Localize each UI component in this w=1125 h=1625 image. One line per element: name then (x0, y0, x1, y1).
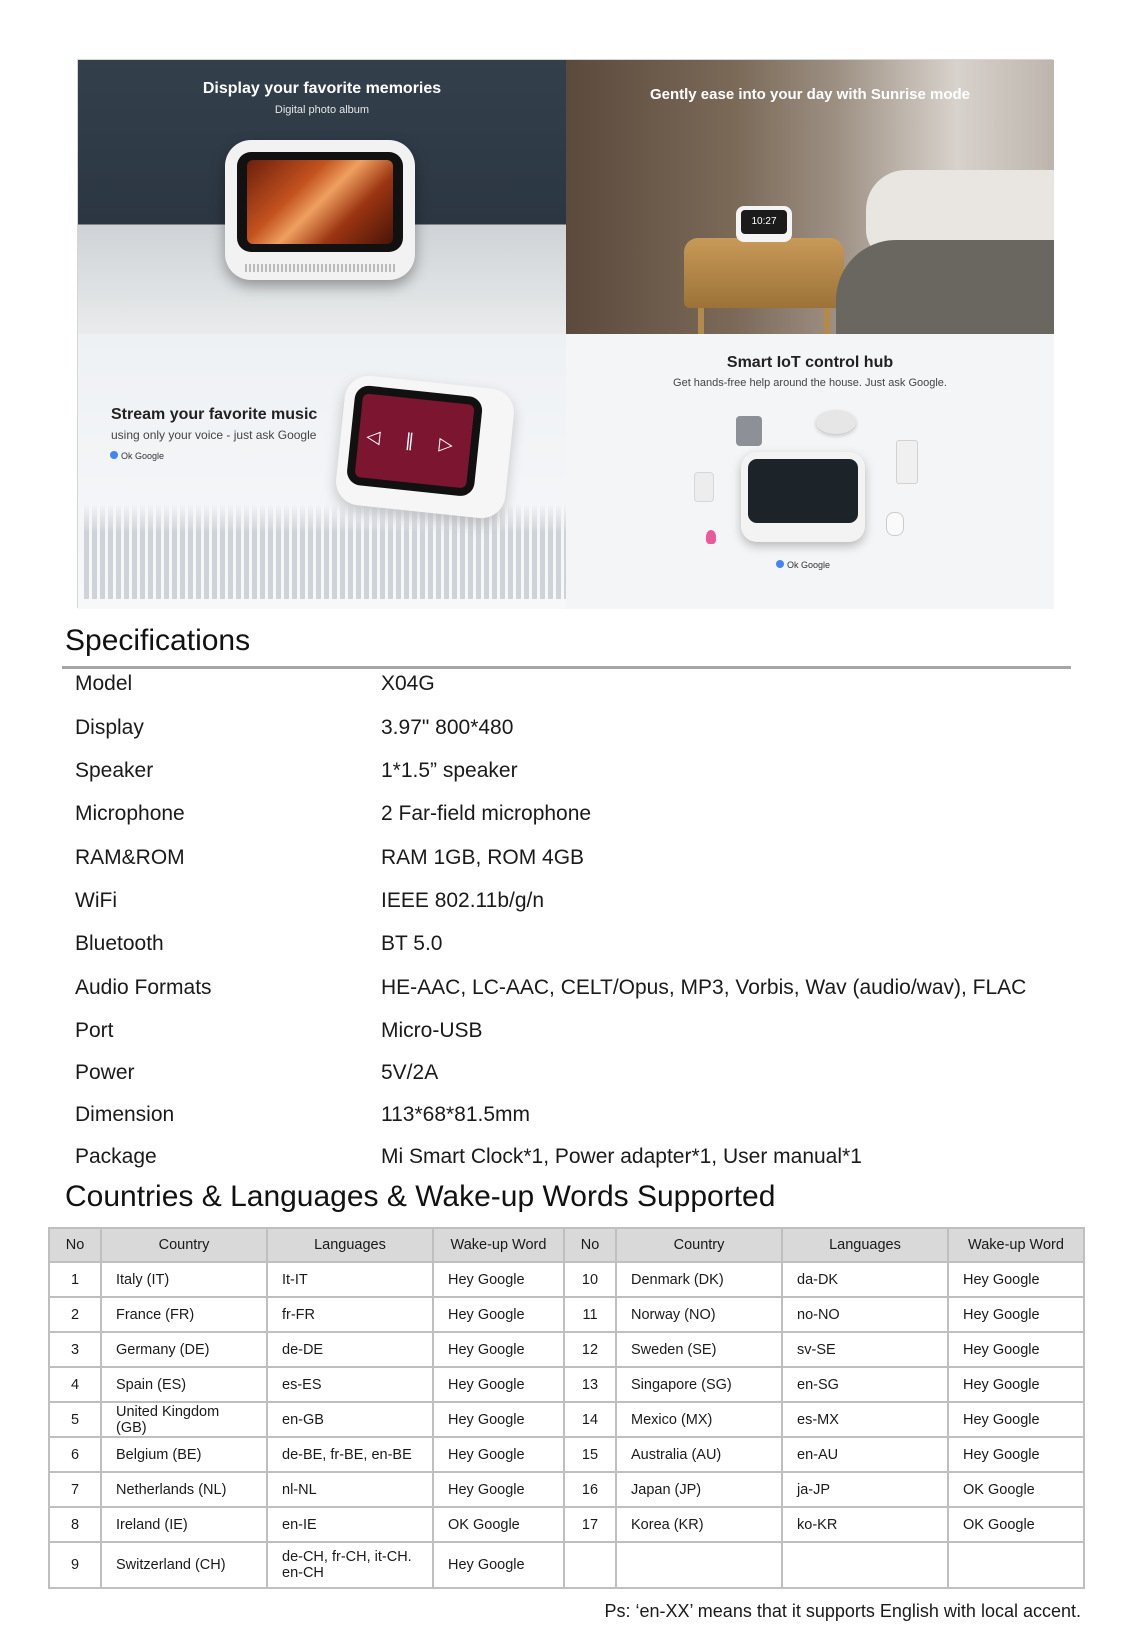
table-row (49, 1332, 1084, 1367)
spec-label: Power (75, 1061, 135, 1084)
table-cell: 9 (49, 1542, 101, 1588)
table-cell: 14 (564, 1402, 616, 1437)
table-cell: da-DK (782, 1262, 948, 1297)
spec-row (75, 932, 1075, 972)
table-cell: 3 (49, 1332, 101, 1367)
table-cell: en-IE (267, 1507, 433, 1542)
bed-blanket (836, 240, 1054, 334)
table-cell: Mexico (MX) (616, 1402, 782, 1437)
table-cell: de-CH, fr-CH, it-CH. en-CH (267, 1542, 433, 1588)
sunrise-mode-panel (566, 60, 1054, 334)
table-cell (564, 1542, 616, 1588)
table-cell (782, 1542, 948, 1588)
table-cell: es-ES (267, 1367, 433, 1402)
spec-value: 113*68*81.5mm (381, 1103, 531, 1126)
table-cell: es-MX (782, 1402, 948, 1437)
spec-label: Bluetooth (75, 932, 164, 955)
google-assistant-icon (776, 560, 784, 568)
table-cell: Hey Google (433, 1367, 564, 1402)
google-assistant-icon (110, 451, 118, 459)
spec-value: 2 Far-field microphone (381, 802, 592, 825)
music-panel (78, 334, 566, 609)
panel-title: Gently ease into your day with Sunrise mode (649, 86, 971, 103)
table-cell: no-NO (782, 1297, 948, 1332)
clock-time: 10:27 (741, 210, 787, 234)
table-cell: France (FR) (101, 1297, 267, 1332)
table-cell: OK Google (948, 1472, 1084, 1507)
table-cell: It-IT (267, 1262, 433, 1297)
panel-title: Display your favorite memories (202, 80, 442, 97)
table-cell: Singapore (SG) (616, 1367, 782, 1402)
table-cell: Hey Google (948, 1402, 1084, 1437)
table-cell: 11 (564, 1297, 616, 1332)
spec-label: Audio Formats (75, 976, 212, 999)
table-row (49, 1402, 1084, 1437)
table-cell: 10 (564, 1262, 616, 1297)
smart-clock-device (334, 373, 517, 520)
table-cell: en-AU (782, 1437, 948, 1472)
spec-label: WiFi (75, 889, 117, 912)
panel-title: Smart IoT control hub (726, 354, 894, 371)
table-cell: 12 (564, 1332, 616, 1367)
music-player-screen: ◁ ∥ ▷ (346, 384, 484, 497)
air-purifier-device (896, 440, 918, 484)
smart-clock-device (736, 206, 792, 242)
smart-clock-device (741, 452, 865, 542)
table-cell: 17 (564, 1507, 616, 1542)
column-header: No (49, 1228, 101, 1262)
ok-google-badge: Ok Google (110, 451, 164, 461)
table-cell: sv-SE (782, 1332, 948, 1367)
table-cell: Japan (JP) (616, 1472, 782, 1507)
spec-value: Mi Smart Clock*1, Power adapter*1, User manual*1 (381, 1145, 862, 1168)
table-cell: fr-FR (267, 1297, 433, 1332)
spec-label: Package (75, 1145, 157, 1168)
table-cell: 6 (49, 1437, 101, 1472)
column-header: Country (616, 1228, 782, 1262)
panel-subtitle: Get hands-free help around the house. Just ask Google. (673, 377, 947, 389)
spec-row (75, 846, 1075, 886)
smart-speaker-device (736, 416, 762, 446)
table-header-row (49, 1228, 1084, 1262)
spec-label: Port (75, 1019, 114, 1042)
table-cell: Switzerland (CH) (101, 1542, 267, 1588)
table-cell: Italy (IT) (101, 1262, 267, 1297)
table-cell: Hey Google (948, 1332, 1084, 1367)
spec-row (75, 672, 1075, 712)
smart-clock-device (225, 140, 415, 280)
column-header: Country (101, 1228, 267, 1262)
table-cell: OK Google (433, 1507, 564, 1542)
ok-google-badge: Ok Google (776, 560, 830, 570)
table-row (49, 1367, 1084, 1402)
spec-row (75, 1145, 1075, 1185)
spec-value: HE-AAC, LC-AAC, CELT/Opus, MP3, Vorbis, Wav (audio/wav), FLAC (381, 976, 1027, 999)
spec-row (75, 889, 1075, 929)
column-header: Languages (267, 1228, 433, 1262)
spec-label: Dimension (75, 1103, 175, 1126)
table-cell: Australia (AU) (616, 1437, 782, 1472)
spec-row (75, 1103, 1075, 1143)
column-header: Wake-up Word (433, 1228, 564, 1262)
table-cell: United Kingdom (GB) (101, 1402, 267, 1437)
table-cell: Hey Google (948, 1437, 1084, 1472)
iot-hub-panel (566, 334, 1054, 609)
bedside-table (684, 238, 844, 308)
column-header: No (564, 1228, 616, 1262)
robot-vacuum-device (816, 410, 856, 434)
table-cell: 1 (49, 1262, 101, 1297)
column-header: Wake-up Word (948, 1228, 1084, 1262)
table-cell: ko-KR (782, 1507, 948, 1542)
table-row (49, 1507, 1084, 1542)
table-cell: 8 (49, 1507, 101, 1542)
security-camera-device (886, 512, 904, 536)
spec-value: 1*1.5” speaker (381, 759, 518, 782)
canyon-photo-screen (237, 152, 403, 252)
table-cell: Hey Google (433, 1297, 564, 1332)
countries-heading: Countries & Languages & Wake-up Words Supported (65, 1180, 776, 1213)
table-cell: ja-JP (782, 1472, 948, 1507)
table-cell: Hey Google (433, 1542, 564, 1588)
spec-row (75, 716, 1075, 756)
table-cell: Korea (KR) (616, 1507, 782, 1542)
table-cell: 5 (49, 1402, 101, 1437)
column-header: Languages (782, 1228, 948, 1262)
table-cell: OK Google (948, 1507, 1084, 1542)
specifications-heading: Specifications (65, 624, 251, 657)
table-cell: en-GB (267, 1402, 433, 1437)
iot-control-screen (748, 459, 858, 523)
panel-subtitle: Digital photo album (274, 104, 370, 116)
panel-title: Stream your favorite music (111, 406, 318, 423)
table-cell: Spain (ES) (101, 1367, 267, 1402)
spec-value: 5V/2A (381, 1061, 439, 1084)
table-cell: Norway (NO) (616, 1297, 782, 1332)
smart-bulb-device (706, 530, 716, 544)
countries-table (48, 1227, 1085, 1589)
spec-value: X04G (381, 672, 435, 695)
spec-value: Micro-USB (381, 1019, 483, 1042)
table-cell: de-BE, fr-BE, en-BE (267, 1437, 433, 1472)
table-cell: Hey Google (948, 1297, 1084, 1332)
table-cell: en-SG (782, 1367, 948, 1402)
table-cell: Denmark (DK) (616, 1262, 782, 1297)
table-row (49, 1437, 1084, 1472)
table-cell: Sweden (SE) (616, 1332, 782, 1367)
table-cell (616, 1542, 782, 1588)
table-cell: 2 (49, 1297, 101, 1332)
spec-value: RAM 1GB, ROM 4GB (381, 846, 585, 869)
table-cell: 13 (564, 1367, 616, 1402)
table-cell: Hey Google (433, 1402, 564, 1437)
spec-row (75, 1061, 1075, 1101)
spec-row (75, 759, 1075, 799)
section-divider (62, 666, 1071, 669)
spec-label: Display (75, 716, 144, 739)
table-cell: Hey Google (433, 1262, 564, 1297)
spec-row (75, 976, 1075, 1016)
table-cell: Hey Google (433, 1437, 564, 1472)
table-cell: 7 (49, 1472, 101, 1507)
table-cell: de-DE (267, 1332, 433, 1367)
table-row (49, 1262, 1084, 1297)
photo-album-panel (78, 60, 566, 334)
spec-row (75, 1019, 1075, 1059)
table-row (49, 1472, 1084, 1507)
table-cell: nl-NL (267, 1472, 433, 1507)
table-cell: Germany (DE) (101, 1332, 267, 1367)
table-cell: Netherlands (NL) (101, 1472, 267, 1507)
panel-subtitle: using only your voice - just ask Google (111, 428, 317, 442)
spec-label: Microphone (75, 802, 185, 825)
spec-row (75, 802, 1075, 842)
table-cell: Hey Google (433, 1332, 564, 1367)
table-cell: Ireland (IE) (101, 1507, 267, 1542)
table-cell: Hey Google (948, 1367, 1084, 1402)
table-cell (948, 1542, 1084, 1588)
table-cell: Belgium (BE) (101, 1437, 267, 1472)
table-cell: Hey Google (948, 1262, 1084, 1297)
table-body (49, 1262, 1084, 1588)
spec-value: 3.97" 800*480 (381, 716, 514, 739)
spec-value: BT 5.0 (381, 932, 443, 955)
humidifier-device (694, 472, 714, 502)
table-cell: 4 (49, 1367, 101, 1402)
table-row (49, 1297, 1084, 1332)
spec-label: Speaker (75, 759, 154, 782)
equalizer-bars (84, 504, 566, 599)
footnote: Ps: ‘en-XX’ means that it supports English with local accent. (604, 1601, 1081, 1621)
spec-value: IEEE 802.11b/g/n (381, 889, 545, 912)
table-cell: 15 (564, 1437, 616, 1472)
table-cell: 16 (564, 1472, 616, 1507)
spec-label: Model (75, 672, 133, 695)
spec-label: RAM&ROM (75, 846, 185, 869)
product-photo-grid (77, 59, 1053, 608)
table-cell: Hey Google (433, 1472, 564, 1507)
table-row (49, 1542, 1084, 1588)
